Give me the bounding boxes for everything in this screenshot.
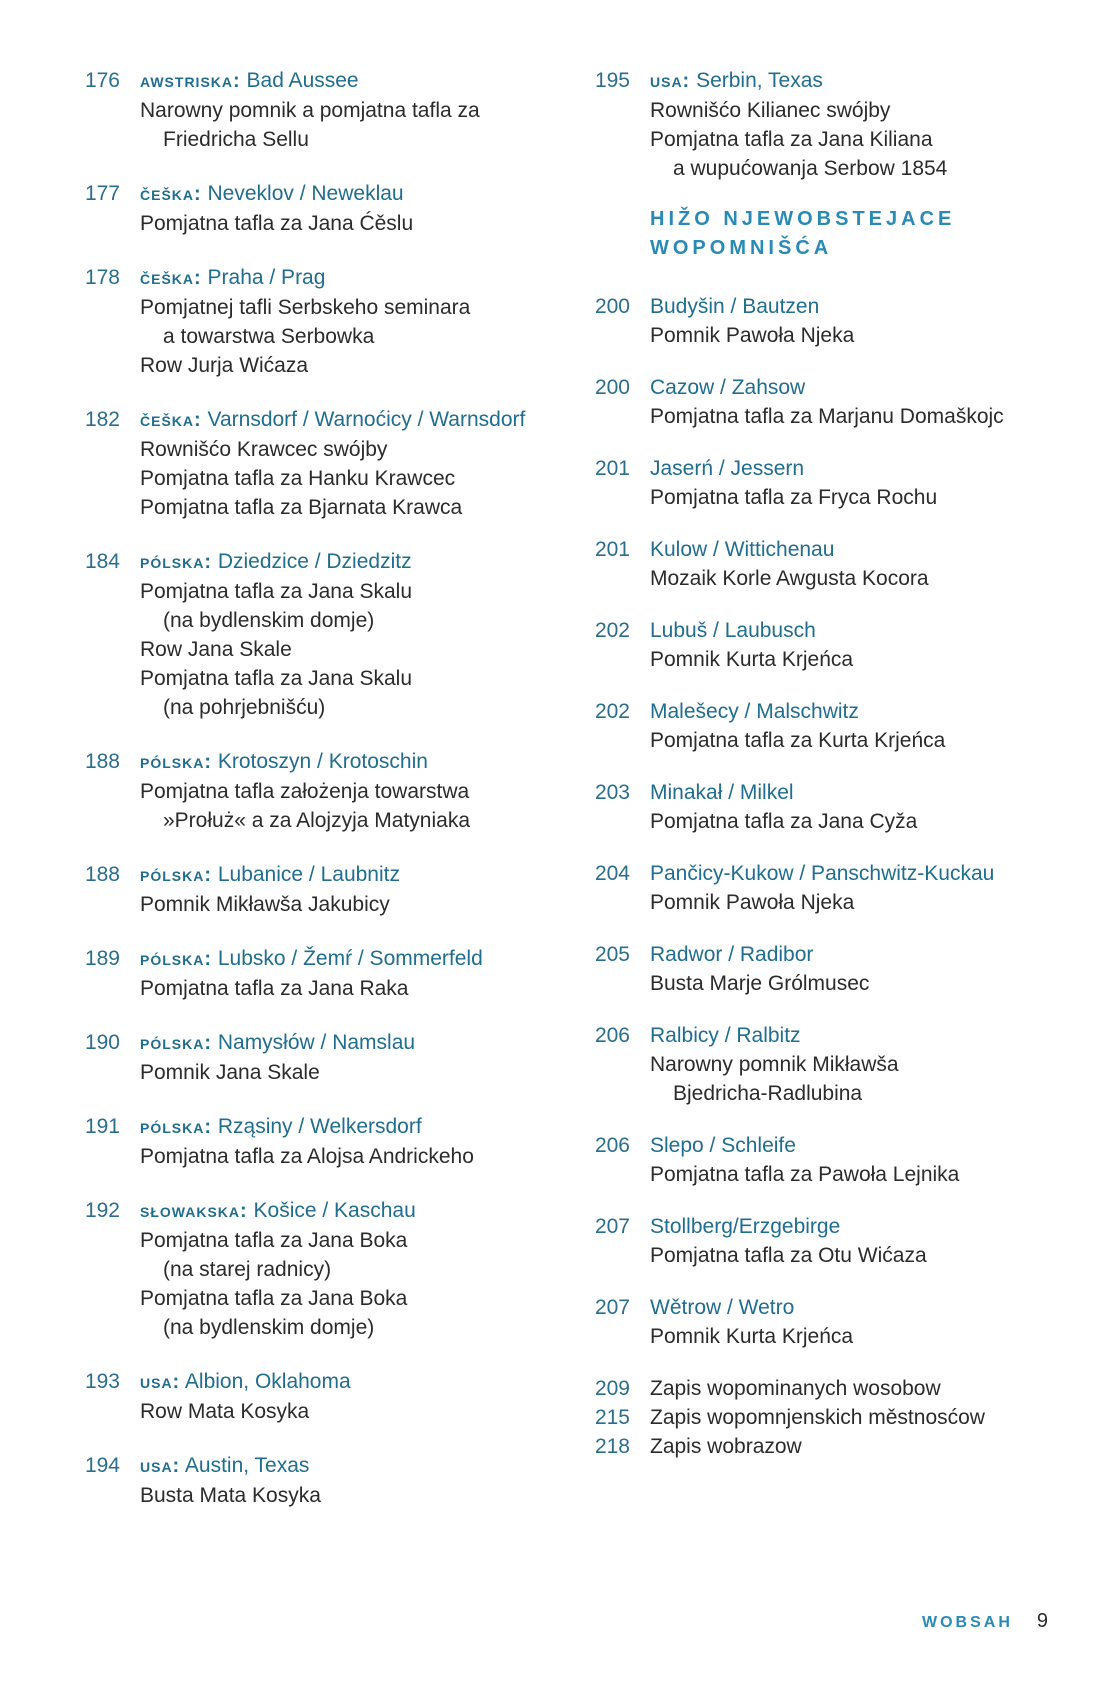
entry-line: a towarstwa Serbowka [163, 325, 375, 348]
entry-heading [650, 535, 1056, 564]
entry-country: słowakska: [140, 1200, 248, 1222]
toc-entry [76, 263, 546, 380]
entry-place: Stollberg/Erzgebirge [650, 1215, 841, 1238]
entry-country: awstriska: [140, 70, 241, 92]
entry-place: Malešecy / Malschwitz [650, 700, 859, 723]
entry-heading [140, 66, 546, 96]
entry-heading [140, 944, 546, 974]
entry-heading [140, 1196, 546, 1226]
entry-line: Pomnik Kurta Krjeńca [650, 1325, 854, 1348]
entry-line: (na starej radnicy) [163, 1258, 332, 1281]
index-entry [586, 1432, 1056, 1461]
entry-line: Pomjatna tafla za Kurta Krjeńca [650, 729, 946, 752]
toc-entry [586, 454, 1056, 512]
entry-heading [650, 1021, 1056, 1050]
entry-body [140, 747, 546, 835]
toc-entry [586, 778, 1056, 836]
entry-body [650, 940, 1056, 998]
entry-page-number: 194 [84, 1454, 120, 1477]
toc-entry [586, 1131, 1056, 1189]
entry-place: Pančicy-Kukow / Panschwitz-Kuckau [650, 862, 995, 885]
entry-country: pólska: [140, 751, 212, 773]
entry-body [140, 1028, 546, 1087]
entry-line: Pomjatna tafla za Jana Kiliana [650, 128, 933, 151]
entry-line: Pomjatna tafla za Jana Cyža [650, 810, 918, 833]
entry-country: češka: [140, 183, 202, 205]
entry-body [650, 454, 1056, 512]
toc-entry [76, 1112, 546, 1171]
entry-heading [650, 1293, 1056, 1322]
entry-body [140, 405, 546, 522]
entry-page-number: 201 [594, 538, 630, 561]
entry-place: Kulow / Wittichenau [650, 538, 835, 561]
toc-entry [586, 1212, 1056, 1270]
entry-page-number: 204 [594, 862, 630, 885]
toc-entry [76, 860, 546, 919]
section-title-line: WOPOMNIŠĆA [650, 237, 833, 259]
entry-body [650, 1293, 1056, 1351]
entry-page-number: 182 [84, 408, 120, 431]
entry-heading [650, 66, 1056, 96]
entry-heading [140, 1367, 546, 1397]
entry-body [650, 535, 1056, 593]
entry-place: Minakał / Milkel [650, 781, 794, 804]
entry-country: češka: [140, 267, 202, 289]
entry-line: Pomnik Pawoła Njeka [650, 891, 855, 914]
entry-heading [650, 859, 1056, 888]
entry-country: usa: [650, 70, 691, 92]
entry-page-number: 200 [594, 376, 630, 399]
entry-place: Slepo / Schleife [650, 1134, 796, 1157]
entry-body [140, 944, 546, 1003]
entry-line: Pomjatna tafla za Bjarnata Krawca [140, 496, 463, 519]
index-entry [586, 1403, 1056, 1432]
entry-page-number: 191 [84, 1115, 120, 1138]
entry-heading [140, 860, 546, 890]
right-section-entries [586, 292, 1056, 1351]
toc-entry [586, 940, 1056, 998]
entry-place: Lubanice / Laubnitz [217, 863, 400, 886]
entry-line: (na pohrjebnišću) [163, 696, 326, 719]
toc-entry [76, 747, 546, 835]
entry-place: Košice / Kaschau [253, 1199, 416, 1222]
entry-line: Row Jana Skale [140, 638, 292, 661]
index-page-number: 215 [594, 1406, 630, 1429]
entry-line: (na bydlenskim domje) [163, 609, 375, 632]
entry-body [650, 1212, 1056, 1270]
entry-place: Cazow / Zahsow [650, 376, 806, 399]
entry-place: Dziedzice / Dziedzitz [217, 550, 412, 573]
toc-entry [586, 292, 1056, 350]
entry-place: Neveklov / Neweklau [207, 182, 404, 205]
entry-line: Pomjatna tafla za Jana Skalu [140, 667, 412, 690]
entry-heading [650, 292, 1056, 321]
entry-place: Jaserń / Jessern [650, 457, 805, 480]
entry-page-number: 190 [84, 1031, 120, 1054]
entry-line: Friedricha Sellu [163, 128, 309, 151]
entry-page-number: 206 [594, 1134, 630, 1157]
toc-entry [586, 66, 1056, 183]
entry-heading [650, 616, 1056, 645]
entry-heading [140, 1112, 546, 1142]
footer-page-number: 9 [1036, 1610, 1048, 1632]
entry-heading [140, 1451, 546, 1481]
entry-body [650, 859, 1056, 917]
entry-line: Pomjatna tafla za Jana Skalu [140, 580, 412, 603]
index-page-number: 209 [594, 1377, 630, 1400]
entry-place: Austin, Texas [184, 1454, 310, 1477]
right-column [586, 66, 1056, 1461]
entry-place: Wětrow / Wetro [650, 1296, 795, 1319]
entry-body [650, 1021, 1056, 1108]
entry-line: Rownišćo Krawcec swójby [140, 438, 388, 461]
section-title-line: HIŽO NJEWOBSTEJACE [650, 208, 956, 230]
entry-country: pólska: [140, 551, 212, 573]
toc-entry [586, 859, 1056, 917]
entry-body [650, 778, 1056, 836]
entry-page-number: 195 [594, 69, 630, 92]
entry-line: Narowny pomnik Mikławša [650, 1053, 899, 1076]
entry-page-number: 207 [594, 1215, 630, 1238]
entry-page-number: 193 [84, 1370, 120, 1393]
entry-heading [650, 454, 1056, 483]
toc-entry [76, 405, 546, 522]
entry-country: usa: [140, 1371, 181, 1393]
entry-heading [140, 263, 546, 293]
entry-line: Pomjatna tafla za Pawoła Lejnika [650, 1163, 960, 1186]
entry-page-number: 205 [594, 943, 630, 966]
entry-body [650, 292, 1056, 350]
entry-body [650, 616, 1056, 674]
entry-line: Pomjatna tafla za Marjanu Domaškojc [650, 405, 1004, 428]
entry-line: Pomjatna tafla za Jana Boka [140, 1229, 408, 1252]
entry-line: Row Mata Kosyka [140, 1400, 310, 1423]
entry-place: Radwor / Radibor [650, 943, 814, 966]
entry-country: pólska: [140, 864, 212, 886]
entry-page-number: 206 [594, 1024, 630, 1047]
entry-line: (na bydlenskim domje) [163, 1316, 375, 1339]
entry-place: Krotoszyn / Krotoschin [217, 750, 428, 773]
entry-line: Pomjatna tafla za Otu Wićaza [650, 1244, 927, 1267]
entry-place: Lubuš / Laubusch [650, 619, 816, 642]
entry-body [140, 547, 546, 722]
entry-heading [650, 697, 1056, 726]
toc-entry [586, 535, 1056, 593]
footer-section-label: WOBSAH [921, 1614, 1013, 1631]
entry-line: Pomjatna tafla za Hanku Krawcec [140, 467, 456, 490]
entry-heading [140, 1028, 546, 1058]
toc-entry [76, 944, 546, 1003]
entry-place: Lubsko / Žemŕ / Sommerfeld [217, 947, 483, 970]
entry-line: Mozaik Korle Awgusta Kocora [650, 567, 929, 590]
entry-line: Bjedricha-Radlubina [673, 1082, 863, 1105]
index-label: Zapis wopominanych wosobow [650, 1377, 941, 1400]
entry-body [140, 860, 546, 919]
entry-heading [650, 373, 1056, 402]
entry-heading [140, 405, 546, 435]
entry-page-number: 192 [84, 1199, 120, 1222]
index-page-number: 218 [594, 1435, 630, 1458]
entry-place: Praha / Prag [207, 266, 326, 289]
entry-heading [140, 547, 546, 577]
entry-page-number: 207 [594, 1296, 630, 1319]
entry-place: Bad Aussee [246, 69, 359, 92]
entry-body [140, 1112, 546, 1171]
entry-page-number: 177 [84, 182, 120, 205]
entry-page-number: 178 [84, 266, 120, 289]
entry-place: Budyšin / Bautzen [650, 295, 820, 318]
right-top-entries [586, 66, 1056, 183]
toc-entry [76, 1028, 546, 1087]
toc-entry [76, 547, 546, 722]
entry-body [140, 66, 546, 154]
entry-line: Pomjatna tafla za Alojsa Andrickeho [140, 1145, 474, 1168]
toc-entry [76, 66, 546, 154]
entry-page-number: 176 [84, 69, 120, 92]
entry-page-number: 184 [84, 550, 120, 573]
entry-line: Pomnik Pawoła Njeka [650, 324, 855, 347]
entry-heading [650, 1212, 1056, 1241]
entry-page-number: 202 [594, 619, 630, 642]
entry-line: Pomjatnej tafli Serbskeho seminara [140, 296, 471, 319]
entry-line: Pomjatna tafla za Jana Boka [140, 1287, 408, 1310]
entry-body [140, 263, 546, 380]
entry-body [140, 1367, 546, 1426]
entry-page-number: 189 [84, 947, 120, 970]
entry-body [650, 373, 1056, 431]
entry-line: Pomjatna tafla za Jana Ćěslu [140, 212, 414, 235]
entry-body [650, 66, 1056, 183]
entry-country: pólska: [140, 1032, 212, 1054]
toc-entry [586, 373, 1056, 431]
toc-entry [76, 1196, 546, 1342]
entry-place: Namysłów / Namslau [217, 1031, 416, 1054]
entry-body [140, 1196, 546, 1342]
index-label: Zapis wobrazow [650, 1435, 802, 1458]
entry-heading [650, 1131, 1056, 1160]
entry-line: Pomjatna tafla za Fryca Rochu [650, 486, 938, 509]
toc-entry [586, 697, 1056, 755]
toc-entry [586, 616, 1056, 674]
entry-line: Row Jurja Wićaza [140, 354, 309, 377]
toc-entry [586, 1293, 1056, 1351]
entry-place: Serbin, Texas [696, 69, 823, 92]
entry-heading [140, 179, 546, 209]
entry-line: Pomnik Jana Skale [140, 1061, 320, 1084]
left-column [76, 66, 546, 1510]
entry-country: češka: [140, 409, 202, 431]
entry-country: usa: [140, 1455, 181, 1477]
entry-body [140, 1451, 546, 1510]
index-label: Zapis wopomnjenskich městnosćow [650, 1406, 985, 1429]
entry-place: Varnsdorf / Warnoćicy / Warnsdorf [207, 408, 526, 431]
entry-place: Ralbicy / Ralbitz [650, 1024, 801, 1047]
entry-line: Rownišćo Kilianec swójby [650, 99, 891, 122]
entry-heading [650, 940, 1056, 969]
entry-country: pólska: [140, 948, 212, 970]
entry-page-number: 202 [594, 700, 630, 723]
entry-page-number: 188 [84, 750, 120, 773]
entry-line: Pomjatna tafla za Jana Raka [140, 977, 409, 1000]
entry-page-number: 203 [594, 781, 630, 804]
entry-line: »Prołuż« a za Alojzyja Matyniaka [163, 809, 470, 832]
toc-entry [76, 1451, 546, 1510]
entry-line: Pomjatna tafla założenja towarstwa [140, 780, 470, 803]
entry-place: Albion, Oklahoma [184, 1370, 351, 1393]
entry-line: Pomnik Kurta Krjeńca [650, 648, 854, 671]
entry-page-number: 200 [594, 295, 630, 318]
entry-country: pólska: [140, 1116, 212, 1138]
entry-line: Narowny pomnik a pomjatna tafla za [140, 99, 480, 122]
toc-entry [76, 1367, 546, 1426]
entry-body [140, 179, 546, 238]
entry-place: Rząsiny / Welkersdorf [217, 1115, 422, 1138]
index-list [586, 1374, 1056, 1461]
entry-line: Busta Mata Kosyka [140, 1484, 321, 1507]
page-footer [922, 1610, 1048, 1633]
section-title [650, 205, 1056, 263]
toc-entry [586, 1021, 1056, 1108]
index-entry [586, 1374, 1056, 1403]
entry-line: a wupućowanja Serbow 1854 [673, 157, 948, 180]
toc-entry [76, 179, 546, 238]
entry-page-number: 201 [594, 457, 630, 480]
entry-heading [650, 778, 1056, 807]
entry-line: Pomnik Mikławša Jakubicy [140, 893, 390, 916]
entry-line: Busta Marje Grólmusec [650, 972, 870, 995]
entry-body [650, 697, 1056, 755]
entry-heading [140, 747, 546, 777]
entry-page-number: 188 [84, 863, 120, 886]
entry-body [650, 1131, 1056, 1189]
